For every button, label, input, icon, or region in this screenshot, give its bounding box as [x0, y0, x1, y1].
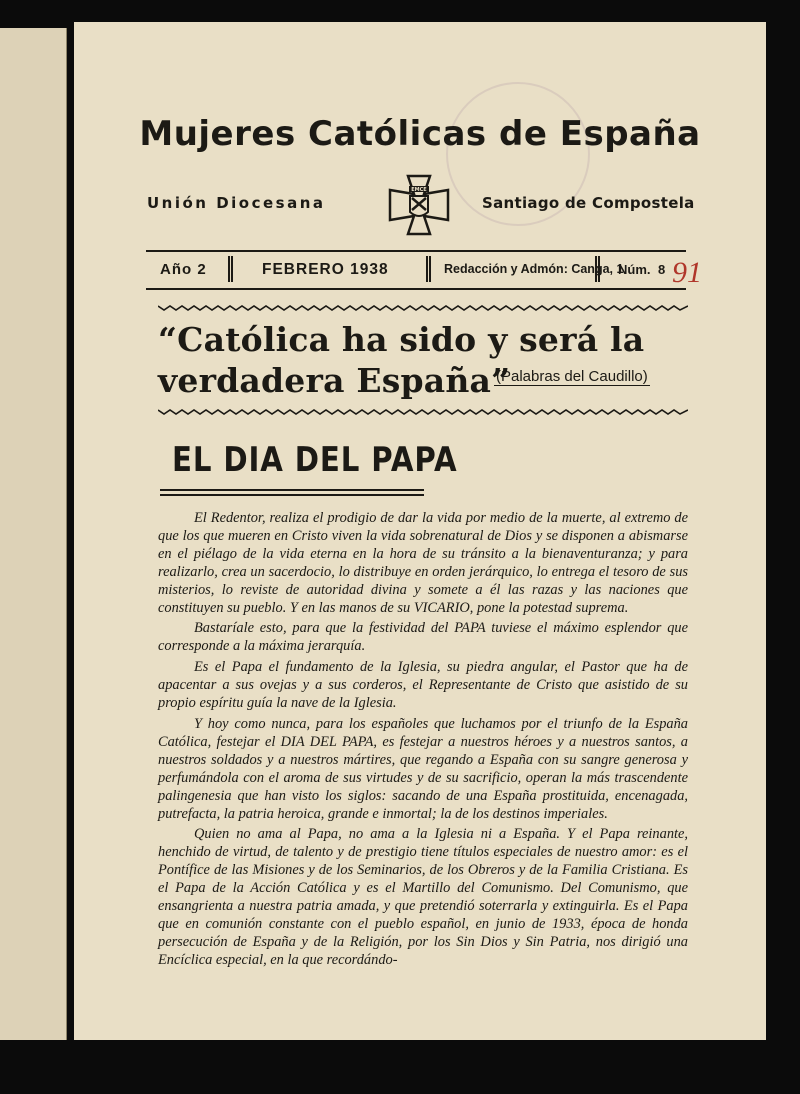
article-body [158, 510, 688, 973]
address-label: Redacción y Admón: Canga, 1 [444, 262, 624, 276]
bar-separator [595, 256, 600, 282]
issue-date: FEBRERO 1938 [262, 261, 389, 278]
city-label: Santiago de Compostela [482, 194, 695, 212]
article-paragraph: Quien no ama al Papa, no ama a la Iglesia ni a España. Y el Papa reinante, henchido de virtud, de talento y de prestigio tiene títulos especiales de nuestro amor: es el Pontífice de las Misiones y de los Seminarios, de los Obreros y de la Familia Cristiana. Es el Papa de la Acción Católica y es el Martillo del Comunismo. Del Comunismo, que ensangrienta a nuestra patria amada, y que pretendió soterrarla y extinguirla. Es el Papa que en comunión constante con el pueblo español, en junio de 1933, época de honda persecución de España y de la Religión, por los Sin Dios y Sin Patria, nos dirigió una Encíclica especial, en la que recordándo- [158, 826, 688, 968]
headline-underline [160, 489, 424, 496]
bar-separator [228, 256, 233, 282]
article-headline: EL DIA DEL PAPA [172, 440, 458, 480]
article-paragraph: Es el Papa el fundamento de la Iglesia, su piedra angular, el Pastor que ha de apacentar a sus ovejas y a sus corderos, el Representante de Cristo que asistido de su propio espíritu guía la nave de la Iglesia. [158, 659, 688, 712]
diocesan-union-label: Unión Diocesana [147, 194, 326, 212]
quote-line-1: “Católica ha sido y será la [158, 320, 645, 359]
number-label: Núm. [618, 262, 651, 277]
masthead-title: Mujeres Católicas de España [139, 114, 701, 154]
cross-emblem-icon [386, 172, 452, 238]
year-label: Año 2 [160, 261, 207, 278]
newspaper-page [74, 22, 766, 1040]
quote-line-2: verdadera España” [158, 361, 511, 400]
zigzag-border-top [158, 304, 688, 312]
emblem-label: EMCE [411, 187, 427, 193]
zigzag-border-bottom [158, 408, 688, 416]
article-paragraph: Bastaríale esto, para que la festividad del PAPA tuviese el máximo esplendor que corresponde a la máxima jerarquía. [158, 620, 688, 655]
issue-info-bar [146, 250, 686, 290]
handwritten-red-number: 91 [672, 256, 702, 289]
bar-separator [426, 256, 431, 282]
quote-attribution: (Palabras del Caudillo) [496, 368, 648, 385]
issue-number: 8 [658, 262, 666, 277]
previous-page-edge [0, 28, 67, 1040]
article-paragraph: El Redentor, realiza el prodigio de dar la vida por medio de la muerte, al extremo de que los que mueren en Cristo viven la vida sobrenatural de Dios y se disponen a abismarse en el piélago de la vida eterna en la hora de su tránsito a la bienaventuranza; y para realizarlo, crea un sacerdocio, lo distribuye en orden jerárquico, lo entrega el tesoro de sus misterios, lo reviste de autoridad divina y somete a él las razas y las naciones que constituyen su pueblo. Y en las manos de su VICARIO, pone la potestad suprema. [158, 510, 688, 616]
article-paragraph: Y hoy como nunca, para los españoles que luchamos por el triunfo de la España Católica, festejar el DIA DEL PAPA, es festejar a nuestros héroes y a nuestros santos, a nuestros soldados y a nuestros mártires, que regando a España con su sangre generosa y perfumándola con el aroma de sus virtudes y de su sacrificio, operan la más trascendente palingenesia que han visto los siglos: sacando de una España prostituida, encenagada, putrefacta, la patria heroica, grande e inmortal; la de los destinos imperiales. [158, 715, 688, 822]
